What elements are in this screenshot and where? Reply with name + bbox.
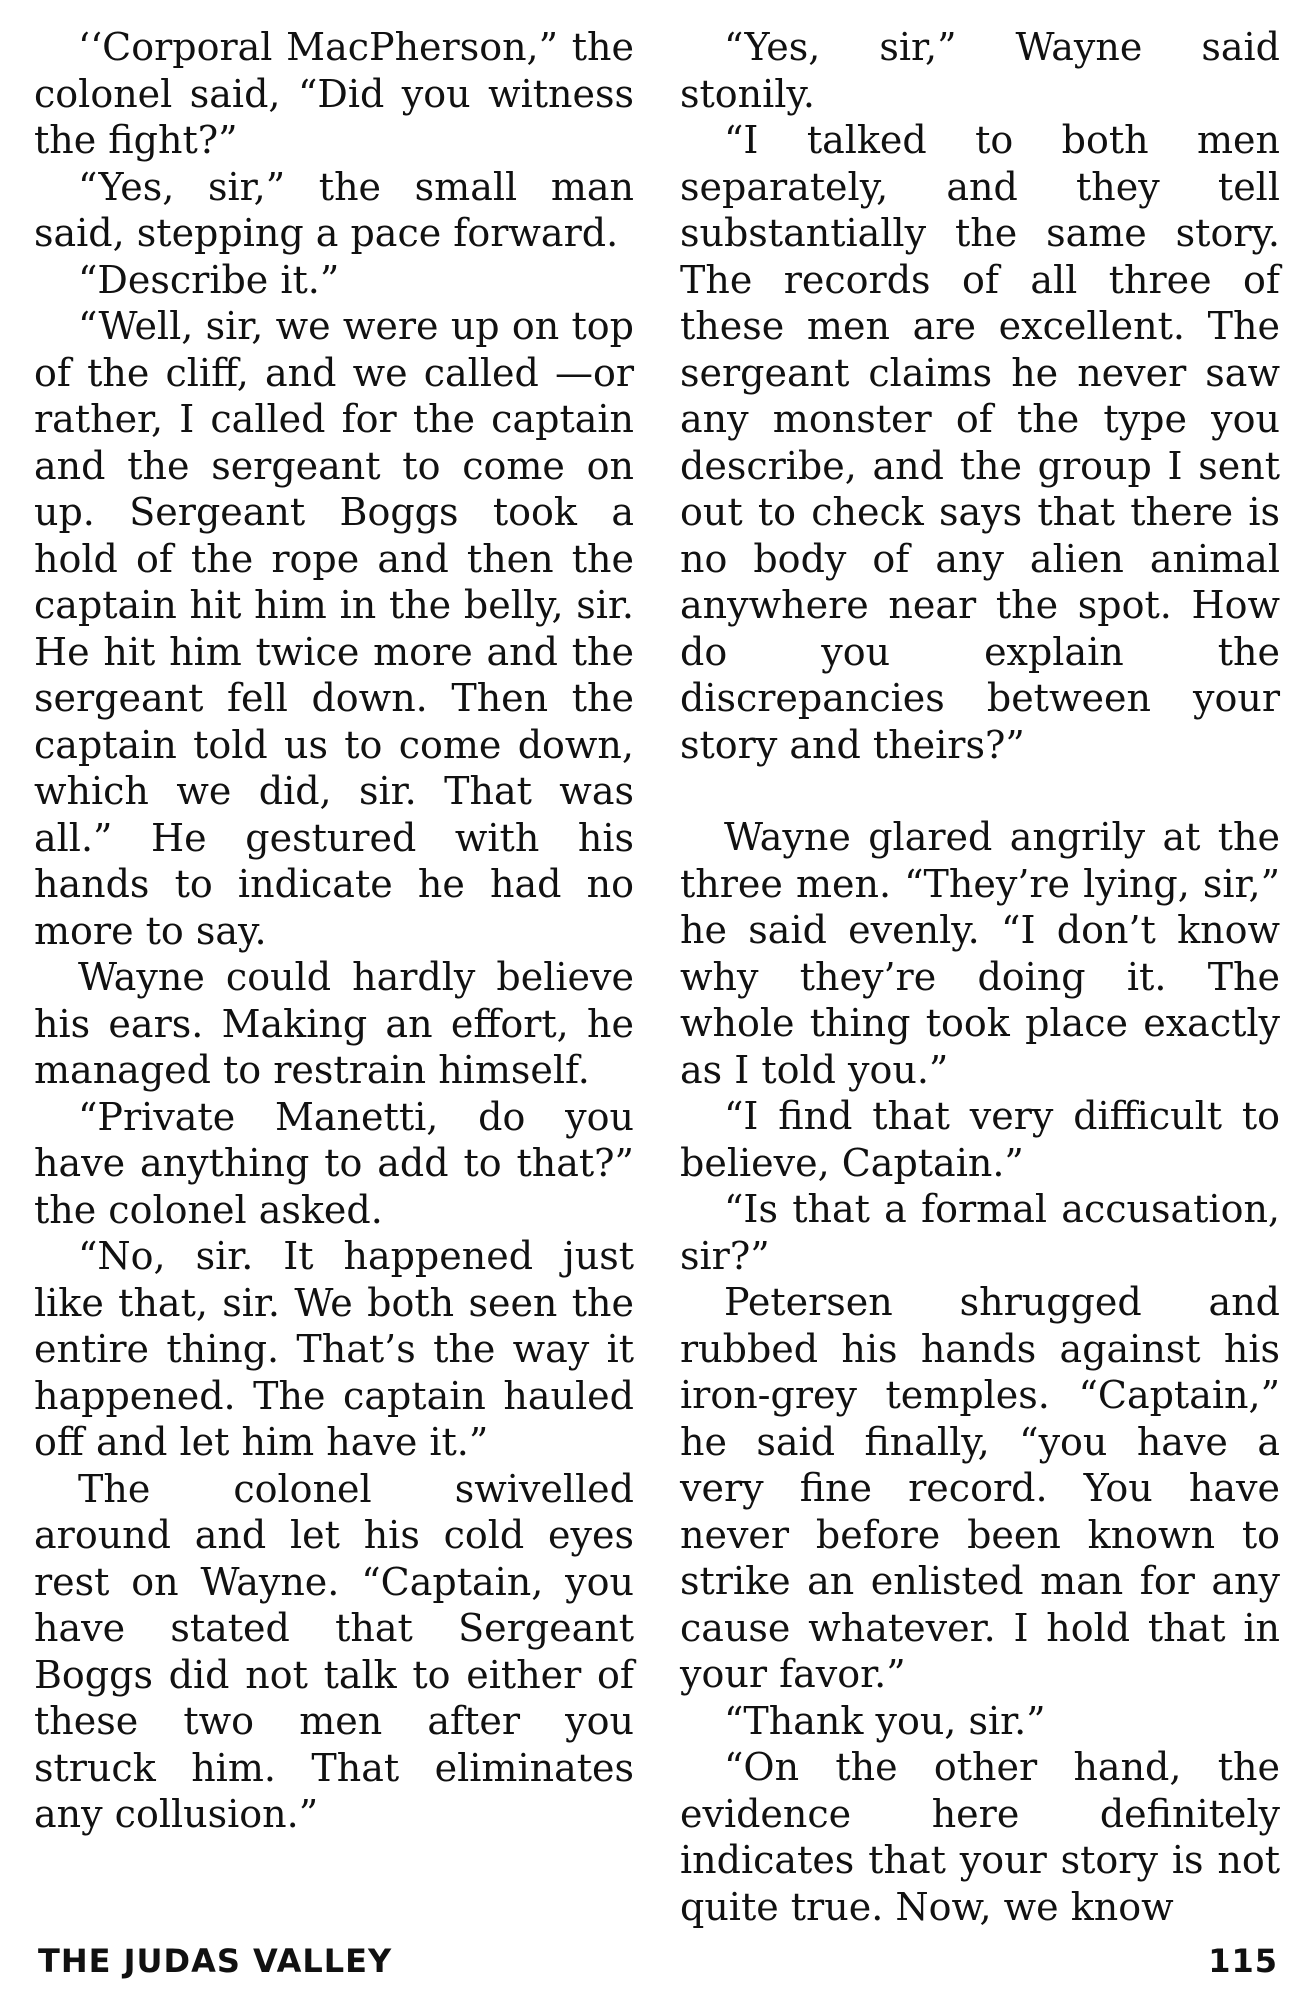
paragraph: “Yes, sir,” Wayne said stonily.	[680, 25, 1280, 116]
paragraph: “Describe it.”	[78, 257, 340, 302]
paragraph: Wayne could hardly believe his ears. Making an effort, he managed to restrain himself.	[34, 955, 634, 1092]
paragraph: “I talked to both men separately, and they tell substantially the same story. The records of all three of these men are excellent. The sergeant claims he never saw any monster of the type you describe, and the group I sent out to check says that there is no body of any alien animal anywhere near the spot. How do you explain the discrepancies between your story and theirs?”	[680, 118, 1280, 767]
paragraph: “Is that a formal accusation, sir?”	[680, 1187, 1280, 1278]
paragraph: Petersen shrugged and rubbed his hands against his iron-grey temples. “Captain,” he said finally, “you have a very fine record. You have never before been known to strike an enlisted man for any cause whatever. I hold that in your favor.”	[680, 1280, 1280, 1696]
right-text-column	[680, 24, 1280, 1930]
paragraph: “Thank you, sir.”	[724, 1698, 1046, 1743]
left-text-column	[34, 24, 634, 1838]
paragraph: “Private Manetti, do you have anything to add to that?” the colonel asked.	[34, 1094, 634, 1232]
page-number: 115	[1208, 1942, 1278, 1980]
paragraph: “Yes, sir,” the small man said, stepping a pace forward.	[34, 164, 634, 255]
paragraph: ‘‘Corporal MacPherson,” the colonel said, “Did you witness the fight?”	[34, 25, 634, 162]
paragraph: “Well, sir, we were up on top of the cliff, and we called —or rather, I called for the captain and the sergeant to come on up. Sergeant Boggs took a hold of the rope and then the captain hit him in the belly, sir. He hit him twice more and the sergeant fell down. Then the captain told us to come down, which we did, sir. That was all.” He gestured with his hands to indicate he had no more to say.	[34, 304, 634, 953]
paragraph: “No, sir. It happened just like that, sir. We both seen the entire thing. That’s the way it happened. The captain hauled off and let him have it.”	[34, 1234, 634, 1464]
paragraph: “On the other hand, the evidence here definitely indicates that your story is not quite true. Now, we know	[680, 1745, 1280, 1929]
paragraph: “I find that very difficult to believe, Captain.”	[680, 1094, 1280, 1185]
paragraph: The colonel swivelled around and let his cold eyes rest on Wayne. “Captain, you have stated that Sergeant Boggs did not talk to either of these two men after you struck him. That eliminates any collusion.”	[34, 1466, 634, 1836]
running-head: THE JUDAS VALLEY	[38, 1942, 393, 1980]
paragraph: Wayne glared angrily at the three men. “They’re lying, sir,” he said evenly. “I don’t know why they’re doing it. The whole thing took place exactly as I told you.”	[680, 815, 1280, 1092]
